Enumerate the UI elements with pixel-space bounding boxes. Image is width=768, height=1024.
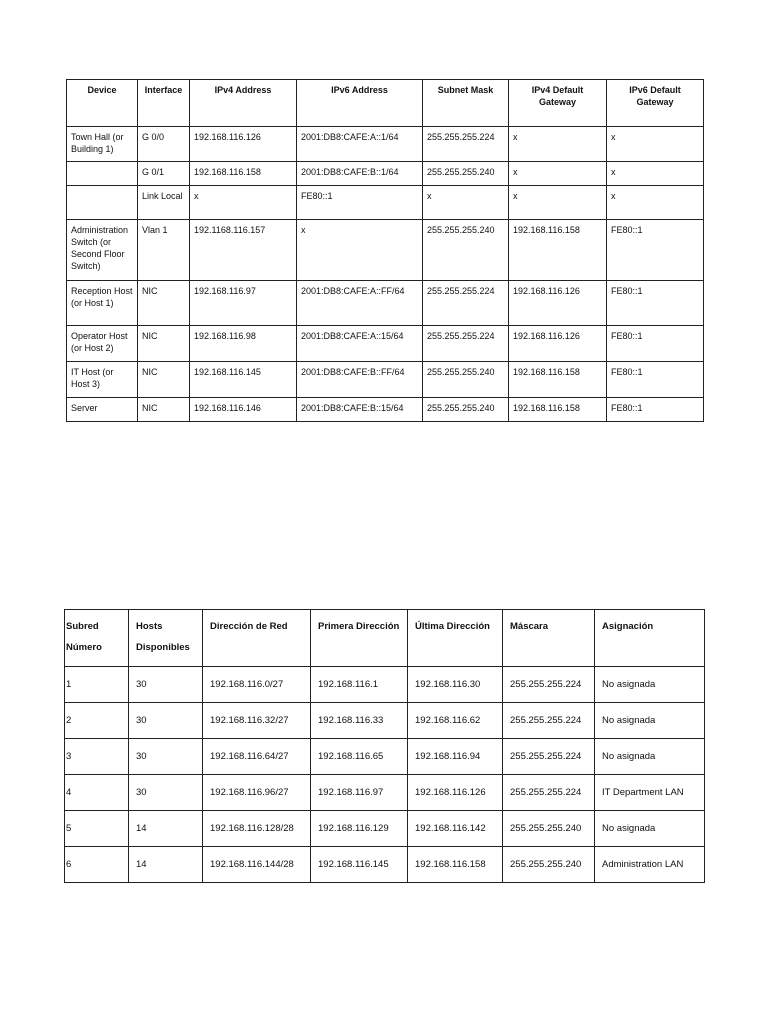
table-cell: 192.168.116.98 (190, 326, 297, 362)
table-cell: 2001:DB8:CAFE:A::1/64 (297, 127, 423, 162)
table-cell: 2001:DB8:CAFE:A::FF/64 (297, 281, 423, 326)
table-cell: 255.255.255.240 (423, 362, 509, 398)
table-cell: x (607, 162, 704, 186)
table-cell: 192.168.116.33 (311, 703, 408, 739)
column-header: Asignación (595, 610, 705, 667)
table-cell: 2 (65, 703, 129, 739)
table-cell: 192.168.116.158 (509, 398, 607, 422)
table-cell: x (509, 162, 607, 186)
table-cell: NIC (138, 326, 190, 362)
table-row (65, 703, 705, 739)
table-cell: 5 (65, 811, 129, 847)
table-cell: Operator Host (or Host 2) (67, 326, 138, 362)
table-cell: FE80::1 (607, 326, 704, 362)
table-cell: x (297, 220, 423, 281)
table-cell: 2001:DB8:CAFE:B::1/64 (297, 162, 423, 186)
table-cell: 192.168.116.64/27 (203, 739, 311, 775)
table-cell: No asignada (595, 811, 705, 847)
table-cell: 1 (65, 667, 129, 703)
column-header: Máscara (503, 610, 595, 667)
table-cell: 192.168.116.126 (190, 127, 297, 162)
table-cell (67, 186, 138, 220)
table-row (67, 281, 704, 326)
table-header-row (65, 610, 705, 667)
table-cell: 192.168.116.30 (408, 667, 503, 703)
table-cell: 192.168.116.142 (408, 811, 503, 847)
table-cell: 192.168.116.126 (509, 326, 607, 362)
table-row (65, 811, 705, 847)
table-cell: 14 (129, 847, 203, 883)
table-cell: Town Hall (or Building 1) (67, 127, 138, 162)
column-header: Subred Número (65, 610, 129, 667)
table-row (67, 362, 704, 398)
table-row (65, 739, 705, 775)
table-cell: FE80::1 (607, 362, 704, 398)
table-cell: 192.168.116.145 (311, 847, 408, 883)
table-cell: Reception Host (or Host 1) (67, 281, 138, 326)
table-cell: 255.255.255.240 (503, 847, 595, 883)
table-cell: 192.168.116.96/27 (203, 775, 311, 811)
column-header: Device (67, 80, 138, 127)
table-cell: FE80::1 (607, 398, 704, 422)
table-cell: 255.255.255.240 (423, 220, 509, 281)
table-cell: 255.255.255.240 (503, 811, 595, 847)
column-header: Última Dirección (408, 610, 503, 667)
table-cell: FE80::1 (607, 281, 704, 326)
column-header: IPv6 Default Gateway (607, 80, 704, 127)
table-cell: 14 (129, 811, 203, 847)
column-header: IPv4 Address (190, 80, 297, 127)
table-cell: No asignada (595, 703, 705, 739)
table-row (67, 162, 704, 186)
table-cell: 30 (129, 739, 203, 775)
table-row (67, 127, 704, 162)
table-row (67, 326, 704, 362)
table-cell: IT Host (or Host 3) (67, 362, 138, 398)
table-cell: 6 (65, 847, 129, 883)
table-row (65, 847, 705, 883)
table-cell: Administration LAN (595, 847, 705, 883)
table-cell: 255.255.255.224 (503, 775, 595, 811)
table-cell: NIC (138, 362, 190, 398)
column-header: Hosts Disponibles (129, 610, 203, 667)
table-cell: 192.168.116.129 (311, 811, 408, 847)
table-cell: 30 (129, 667, 203, 703)
table-cell: Link Local (138, 186, 190, 220)
table-cell: Server (67, 398, 138, 422)
table-cell: 192.168.116.0/27 (203, 667, 311, 703)
table-cell: 192.168.116.145 (190, 362, 297, 398)
table-cell: 2001:DB8:CAFE:A::15/64 (297, 326, 423, 362)
column-header: IPv4 Default Gateway (509, 80, 607, 127)
table-cell: 192.168.116.158 (190, 162, 297, 186)
table-cell: 192.1168.116.157 (190, 220, 297, 281)
table-cell: 255.255.255.224 (423, 281, 509, 326)
table-row (67, 220, 704, 281)
table-cell: 192.168.116.97 (311, 775, 408, 811)
table-row (65, 667, 705, 703)
table-cell: x (190, 186, 297, 220)
table-cell: 255.255.255.224 (503, 739, 595, 775)
table-cell: 192.168.116.94 (408, 739, 503, 775)
table-cell: 30 (129, 775, 203, 811)
table-cell: 192.168.116.126 (408, 775, 503, 811)
table-cell: NIC (138, 398, 190, 422)
table-cell: 192.168.116.1 (311, 667, 408, 703)
table-cell: 192.168.116.158 (509, 362, 607, 398)
table-cell: x (423, 186, 509, 220)
table-cell: 192.168.116.158 (408, 847, 503, 883)
table-cell: 192.168.116.126 (509, 281, 607, 326)
table-cell: 255.255.255.224 (423, 326, 509, 362)
table-cell: 192.168.116.144/28 (203, 847, 311, 883)
column-header: Subnet Mask (423, 80, 509, 127)
table-cell: 255.255.255.224 (503, 703, 595, 739)
column-header: IPv6 Address (297, 80, 423, 127)
table-cell: x (509, 186, 607, 220)
table-cell: 192.168.116.128/28 (203, 811, 311, 847)
table-cell: 192.168.116.32/27 (203, 703, 311, 739)
table-cell: 30 (129, 703, 203, 739)
table-cell: 192.168.116.97 (190, 281, 297, 326)
table-cell: 3 (65, 739, 129, 775)
table-row (67, 186, 704, 220)
addressing-table (66, 79, 704, 422)
table-cell: No asignada (595, 739, 705, 775)
table-cell: 255.255.255.224 (423, 127, 509, 162)
table-cell: FE80::1 (607, 220, 704, 281)
table-cell: 192.168.116.65 (311, 739, 408, 775)
table-cell: 255.255.255.240 (423, 162, 509, 186)
table-cell: G 0/0 (138, 127, 190, 162)
column-header: Primera Dirección (311, 610, 408, 667)
table-cell: No asignada (595, 667, 705, 703)
column-header: Interface (138, 80, 190, 127)
table-row (67, 398, 704, 422)
table-cell: 4 (65, 775, 129, 811)
table-cell: 192.168.116.146 (190, 398, 297, 422)
table-cell: Administration Switch (or Second Floor Switch) (67, 220, 138, 281)
table-cell: FE80::1 (297, 186, 423, 220)
table-row (65, 775, 705, 811)
column-header: Dirección de Red (203, 610, 311, 667)
table-cell: 2001:DB8:CAFE:B::FF/64 (297, 362, 423, 398)
table-cell (67, 162, 138, 186)
table-cell: IT Department LAN (595, 775, 705, 811)
table-cell: NIC (138, 281, 190, 326)
table-cell: 255.255.255.240 (423, 398, 509, 422)
table-header-row (67, 80, 704, 127)
table-cell: G 0/1 (138, 162, 190, 186)
table-cell: 255.255.255.224 (503, 667, 595, 703)
table-cell: 192.168.116.158 (509, 220, 607, 281)
table-cell: x (607, 186, 704, 220)
table-cell: Vlan 1 (138, 220, 190, 281)
table-cell: x (607, 127, 704, 162)
subnet-table (64, 609, 705, 883)
table-cell: 192.168.116.62 (408, 703, 503, 739)
table-cell: x (509, 127, 607, 162)
table-cell: 2001:DB8:CAFE:B::15/64 (297, 398, 423, 422)
